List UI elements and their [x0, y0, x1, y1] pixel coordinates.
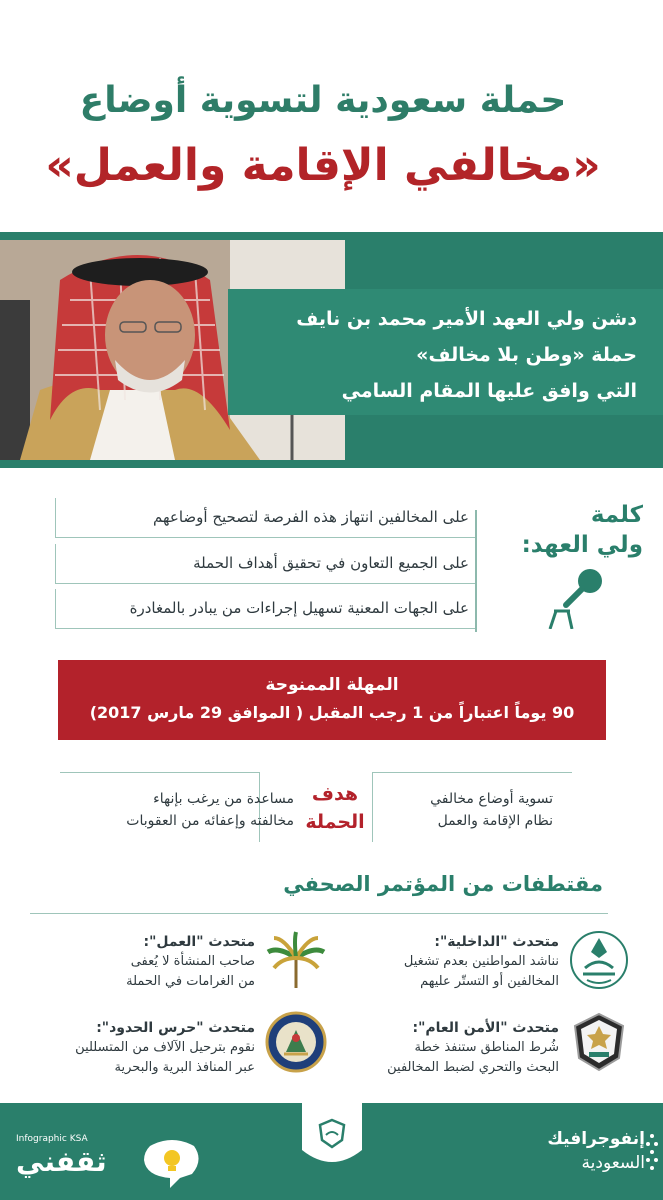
public-security-badge-icon: [567, 1010, 631, 1074]
speaker-interior-head: متحدث "الداخلية":: [434, 934, 559, 950]
statements-bracket: [475, 510, 497, 632]
deadline-title: المهلة الممنوحة: [265, 675, 399, 695]
speaker-interior-line-2: المخالفين أو التستّر عليهم: [420, 974, 559, 989]
deadline-text: 90 يوماً اعتباراً من 1 رجب المقبل ( الموافق 29 مارس 2017): [89, 703, 575, 722]
border-guard-emblem-icon: [264, 1010, 328, 1074]
brand-line-1: إنفوجرافيك: [547, 1129, 645, 1149]
speaker-public-security: [329, 1018, 559, 1078]
goal-right-line-2: نظام الإقامة والعمل: [437, 813, 553, 829]
brand-tag: Infographic KSA: [16, 1134, 88, 1144]
crown-word-line-2: ولي العهد:: [521, 532, 643, 558]
interior-ministry-emblem-icon: [567, 928, 631, 992]
goal-left-line-1: مساعدة من يرغب بإنهاء: [153, 791, 294, 807]
goal-item-left: [72, 788, 294, 832]
conference-title: مقتطفات من المؤتمر الصحفي: [283, 872, 603, 896]
hero-line-2: حملة «وطن بلا مخالف»: [416, 344, 637, 366]
speaker-border-guard: [65, 1018, 255, 1078]
speaker-border-line-2: عبر المنافذ البرية والبحرية: [114, 1060, 255, 1075]
statement-1: على المخالفين انتهاز هذه الفرصة لتصحيح أوضاعهم: [55, 498, 475, 538]
hero-line-3: التي وافق عليها المقام السامي: [341, 380, 637, 402]
goal-item-right: [353, 788, 553, 832]
hero-line-1: دشن ولي العهد الأمير محمد بن نايف: [296, 308, 637, 330]
microphone-icon: [540, 565, 610, 629]
brand-line-2: السعودية: [581, 1153, 645, 1173]
statement-2: على الجميع التعاون في تحقيق أهداف الحملة: [55, 544, 475, 584]
speaker-labor: [85, 932, 255, 992]
thaqafni-logo-text: ثقفني: [16, 1145, 107, 1178]
speaker-border-line-1: نقوم بترحيل الآلاف من المتسللين: [75, 1040, 255, 1055]
title-line-1: حملة سعودية لتسوية أوضاع: [79, 80, 567, 121]
goal-label-line-2: الحملة: [305, 811, 365, 833]
goal-label-line-1: هدف: [311, 783, 359, 805]
goal-left-line-2: مخالفته وإعفائه من العقوبات: [126, 813, 294, 829]
deadline-banner: [58, 660, 606, 740]
speaker-interior: [329, 932, 559, 992]
hero-statement-box: [228, 289, 663, 415]
speaker-security-line-1: شُرط المناطق ستنفذ خطة: [414, 1040, 559, 1055]
speaker-labor-line-1: صاحب المنشأة لا يُعفى: [130, 954, 255, 969]
crown-prince-word-label: [513, 500, 643, 560]
dots-logo-icon: [645, 1132, 659, 1172]
speaker-interior-line-1: نناشد المواطنين بعدم تشغيل: [403, 954, 559, 969]
speaker-security-line-2: البحث والتحري لضبط المخالفين: [387, 1060, 559, 1075]
speaker-labor-line-2: من الغرامات في الحملة: [126, 974, 255, 989]
labor-ministry-palm-icon: [264, 928, 328, 992]
speaker-security-head: متحدث "الأمن العام":: [412, 1020, 559, 1036]
crown-word-line-1: كلمة: [590, 502, 643, 528]
goal-right-line-1: تسوية أوضاع مخالفي: [430, 791, 553, 807]
statement-3: على الجهات المعنية تسهيل إجراءات من يبادر بالمغادرة: [55, 589, 475, 629]
title-line-2: «مخالفي الإقامة والعمل»: [45, 140, 601, 191]
speaker-labor-head: متحدث "العمل":: [143, 934, 255, 950]
conference-divider: [30, 908, 608, 914]
shield-icon: [302, 1102, 362, 1174]
infographic-ksa-brand: [515, 1127, 645, 1175]
thaqafni-brand: [16, 1133, 206, 1179]
speaker-border-head: متحدث "حرس الحدود":: [96, 1020, 255, 1036]
